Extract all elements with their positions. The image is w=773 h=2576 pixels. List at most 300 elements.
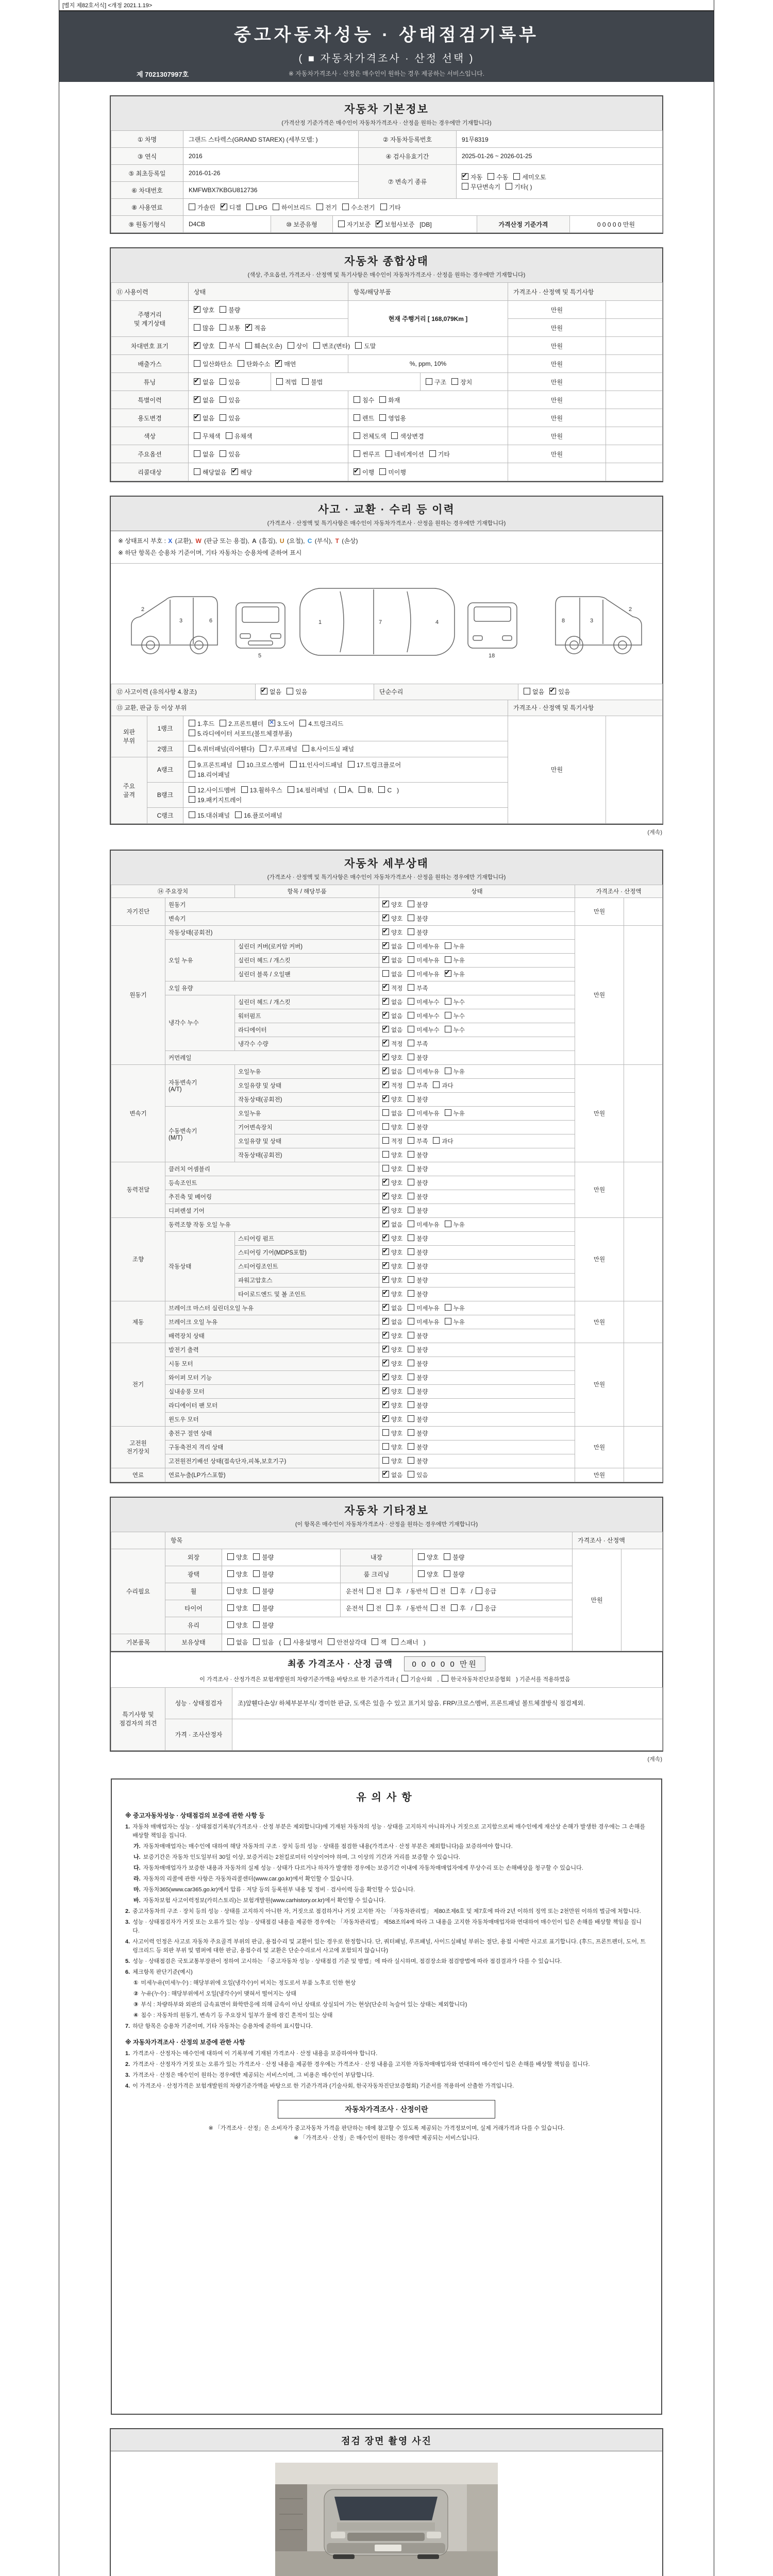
checkbox[interactable] [189,204,195,210]
checkbox[interactable] [382,998,389,1005]
option-text: 운전석 [346,1605,364,1613]
checkbox[interactable] [380,204,387,210]
subitem-label: 실린더 헤드 / 개스킷 [235,995,379,1009]
checkbox[interactable] [253,1570,260,1577]
svg-text:3: 3 [590,617,594,624]
checkbox[interactable] [382,1040,389,1046]
checkbox[interactable] [408,1401,414,1408]
option [408,1429,428,1437]
status-options [379,1315,575,1329]
item-label: 클러치 어셈블리 [165,1162,379,1176]
option [246,204,267,211]
checkbox[interactable] [194,324,200,331]
checkbox[interactable] [408,1457,414,1464]
checkbox[interactable] [382,1193,389,1199]
checkbox[interactable] [376,221,382,227]
checkbox[interactable] [253,1587,260,1594]
option [382,1123,402,1131]
checkbox[interactable] [382,928,389,935]
notice-title: 유의사항 [356,1791,417,1803]
checkbox[interactable] [189,730,195,736]
cell [183,782,508,807]
checkbox[interactable] [408,1318,414,1325]
note-cell [624,1343,663,1426]
checkbox[interactable] [524,688,530,694]
option-label: 12.사이드멤버 [197,786,236,794]
checkbox[interactable] [445,1067,451,1074]
option [408,901,428,909]
checkbox[interactable] [227,1638,234,1645]
checkbox[interactable] [408,1415,414,1422]
checkbox[interactable] [220,306,226,313]
option [408,1346,428,1354]
checkbox[interactable] [382,1054,389,1060]
checkbox[interactable] [408,1374,414,1380]
cell [189,409,348,427]
checkbox[interactable] [354,468,360,475]
checkbox[interactable] [401,1675,408,1682]
checkbox[interactable] [408,1346,414,1352]
checkbox[interactable] [253,1638,260,1645]
checkbox[interactable] [408,1193,414,1199]
checkbox[interactable] [382,1026,389,1032]
checkbox[interactable] [220,720,226,726]
checkbox[interactable] [408,1304,414,1311]
checkbox[interactable] [408,1443,414,1450]
checkbox[interactable] [284,1638,291,1645]
checkbox[interactable] [382,956,389,963]
checkbox[interactable] [408,1081,414,1088]
checkbox[interactable] [408,1012,414,1019]
basic-info-table [111,130,662,233]
checkbox[interactable] [372,1638,378,1645]
checkbox[interactable] [408,984,414,991]
checkbox[interactable] [238,761,244,768]
checkbox[interactable] [385,450,392,457]
checkbox[interactable] [194,378,200,385]
checkbox[interactable] [408,1290,414,1297]
checkbox[interactable] [348,761,355,768]
checkbox[interactable] [313,342,320,349]
checkbox[interactable] [444,1553,450,1560]
option-label: 불량 [416,1458,428,1465]
option [354,468,374,477]
notice-item [125,2082,648,2091]
checkbox[interactable] [451,378,458,385]
checkbox[interactable] [445,956,451,963]
checkbox[interactable] [367,1604,374,1611]
checkbox[interactable] [189,786,195,793]
checkbox[interactable] [476,1604,482,1611]
checkbox[interactable] [189,745,195,752]
checkbox[interactable] [276,378,283,385]
cell [189,373,271,391]
checkbox[interactable] [275,360,282,367]
checkbox[interactable] [462,173,468,180]
checkbox[interactable] [382,1165,389,1172]
checkbox[interactable] [382,1471,389,1478]
checkbox[interactable] [227,1553,234,1560]
checkbox[interactable] [268,720,275,726]
checkbox[interactable] [392,1638,398,1645]
checkbox[interactable] [382,1276,389,1283]
checkbox[interactable] [246,204,253,210]
checkbox[interactable] [382,1457,389,1464]
option-label: 일산화탄소 [203,360,232,368]
price-cell: 만원 [575,1426,624,1468]
checkbox[interactable] [408,1179,414,1185]
option-text: / [470,1588,473,1596]
checkbox[interactable] [431,1604,438,1611]
checkbox[interactable] [189,811,195,818]
checkbox[interactable] [382,1304,389,1311]
checkbox[interactable] [354,432,360,439]
checkbox[interactable] [382,1290,389,1297]
checkbox[interactable] [433,1137,440,1144]
checkbox[interactable] [382,1429,389,1436]
checkbox[interactable] [382,1137,389,1144]
option-label: 양호 [236,1571,248,1579]
option [408,1304,439,1312]
checkbox[interactable] [288,786,294,793]
checkbox[interactable] [391,432,398,439]
state-code: U [279,537,284,545]
cell: ⑪ 사용이력 [111,283,189,301]
checkbox[interactable] [354,414,360,421]
checkbox[interactable] [445,1304,451,1311]
checkbox[interactable] [220,450,226,457]
cell: D4CB [183,216,271,233]
option [476,1587,496,1596]
checkbox[interactable] [549,688,556,694]
checkbox[interactable] [408,1054,414,1060]
option-label: 불량 [416,1166,428,1173]
checkbox[interactable] [408,998,414,1005]
notice-item-marker: 7. [125,2023,130,2030]
checkbox[interactable] [408,1109,414,1116]
checkbox[interactable] [445,970,451,977]
checkbox[interactable] [408,1151,414,1158]
checkbox[interactable] [316,204,323,210]
checkbox[interactable] [382,1012,389,1019]
option-label: 불량 [416,1235,428,1242]
checkbox[interactable] [189,771,195,777]
option [313,342,350,350]
checkbox[interactable] [408,1387,414,1394]
item-label: 윈도우 모터 [165,1412,379,1426]
checkbox[interactable] [408,1248,414,1255]
checkbox[interactable] [189,761,195,768]
checkbox[interactable] [408,901,414,907]
option [386,1587,401,1596]
checkbox[interactable] [194,396,200,403]
checkbox[interactable] [354,450,360,457]
option [287,687,307,696]
checkbox[interactable] [506,183,512,190]
option-label: 후 [395,1605,401,1613]
checkbox[interactable] [231,468,238,475]
checkbox[interactable] [382,984,389,991]
checkbox[interactable] [386,1587,393,1594]
checkbox[interactable] [408,1067,414,1074]
checkbox[interactable] [379,396,386,403]
panel-rank-table [111,700,662,824]
checkbox[interactable] [227,1604,234,1611]
checkbox[interactable] [408,1360,414,1366]
checkbox[interactable] [408,1165,414,1172]
checkbox[interactable] [451,1587,458,1594]
checkbox[interactable] [189,720,195,726]
checkbox[interactable] [488,173,494,180]
checkbox[interactable] [342,204,349,210]
checkbox[interactable] [245,324,252,331]
checkbox[interactable] [408,1137,414,1144]
checkbox[interactable] [303,745,309,752]
checkbox[interactable] [445,1318,451,1325]
checkbox[interactable] [302,378,309,385]
checkbox[interactable] [445,942,451,949]
status-options [379,981,575,995]
option-label: 렌트 [362,414,375,422]
option-label: 양호 [391,929,403,936]
option [253,1604,274,1613]
option [408,1401,428,1410]
checkbox[interactable] [339,786,346,793]
checkbox[interactable] [287,688,293,694]
checkbox[interactable] [382,942,389,949]
notice-item [125,2022,648,2031]
checkbox[interactable] [382,1207,389,1213]
checkbox[interactable] [235,811,242,818]
subitem-label: 스티어링 기어(MDPS포함) [235,1245,379,1259]
cell: 가격산정 기준가격 [477,216,570,233]
checkbox[interactable] [382,1401,389,1408]
checkbox[interactable] [408,1262,414,1269]
checkbox[interactable] [408,1234,414,1241]
option [382,1137,402,1145]
option [408,1332,428,1340]
checkbox[interactable] [408,1040,414,1046]
checkbox[interactable] [220,324,226,331]
state-code: (흠집), [257,537,279,545]
checkbox[interactable] [408,942,414,949]
option-label: 기술사회 [410,1676,432,1683]
checkbox[interactable] [227,1587,234,1594]
checkbox[interactable] [227,1621,234,1628]
status-options [379,995,575,1009]
option-label: 적음 [254,324,266,332]
checkbox[interactable] [408,1095,414,1102]
checkbox[interactable] [418,1570,425,1577]
checkbox[interactable] [382,1248,389,1255]
checkbox[interactable] [433,1081,440,1088]
checkbox[interactable] [382,1221,389,1227]
status-options [379,1217,575,1231]
checkbox[interactable] [382,970,389,977]
option-label: 미세누유 [416,957,440,964]
checkbox[interactable] [382,914,389,921]
checkbox[interactable] [382,1346,389,1352]
option [354,450,380,459]
checkbox[interactable] [382,1387,389,1394]
checkbox[interactable] [378,786,385,793]
checkbox[interactable] [241,786,248,793]
checkbox[interactable] [445,1221,451,1227]
checkbox[interactable] [408,1332,414,1338]
photo-area [111,2451,662,2576]
checkbox[interactable] [408,1429,414,1436]
cell: 배출가스 [111,355,189,373]
checkbox[interactable] [408,1207,414,1213]
checkbox[interactable] [194,468,200,475]
checkbox[interactable] [194,414,200,421]
checkbox[interactable] [290,761,297,768]
checkbox[interactable] [451,1604,458,1611]
option [476,1604,496,1613]
checkbox[interactable] [445,998,451,1005]
checkbox[interactable] [299,720,306,726]
option [194,450,214,459]
option-label: 영업용 [388,414,406,422]
checkbox[interactable] [253,1621,260,1628]
price-cell: 만원 [575,1343,624,1426]
option-label: 누유 [453,1110,465,1117]
state-code: (요철), [285,537,307,545]
option [260,744,297,753]
checkbox[interactable] [288,342,294,349]
checkbox[interactable] [260,745,266,752]
option [408,1443,428,1451]
cell [606,463,663,481]
checkbox[interactable] [382,1123,389,1130]
checkbox[interactable] [386,1604,393,1611]
checkbox[interactable] [194,306,200,313]
option [339,786,354,794]
checkbox[interactable] [382,1067,389,1074]
checkbox[interactable] [426,378,432,385]
checkbox[interactable] [442,1675,448,1682]
checkbox[interactable] [227,1570,234,1577]
checkbox[interactable] [359,786,365,793]
checkbox[interactable] [328,1638,334,1645]
state-code-line [118,535,655,547]
checkbox[interactable] [408,956,414,963]
option [408,1067,439,1076]
checkbox[interactable] [431,1587,438,1594]
option-text: ( [333,786,336,794]
option-label: 미세누수 [416,1027,440,1033]
checkbox[interactable] [382,1095,389,1102]
checkbox[interactable] [382,1360,389,1366]
checkbox[interactable] [382,1109,389,1116]
checkbox[interactable] [382,1374,389,1380]
item-label: 시동 모터 [165,1357,379,1370]
checkbox[interactable] [444,1570,450,1577]
checkbox[interactable] [462,183,468,190]
checkbox[interactable] [382,1332,389,1338]
checkbox[interactable] [220,378,226,385]
checkbox[interactable] [429,450,436,457]
checkbox[interactable] [382,1081,389,1088]
checkbox[interactable] [408,928,414,935]
option [408,1081,428,1090]
option [418,1553,439,1562]
checkbox[interactable] [194,360,200,367]
checkbox[interactable] [379,468,386,475]
checkbox[interactable] [408,970,414,977]
checkbox[interactable] [382,1262,389,1269]
state-code: C [307,537,312,545]
checkbox[interactable] [220,414,226,421]
option [408,1221,439,1229]
checkbox[interactable] [253,1553,260,1560]
checkbox[interactable] [408,1221,414,1227]
checkbox[interactable] [367,1587,374,1594]
option [189,203,215,212]
checkbox[interactable] [189,796,195,803]
checkbox[interactable] [273,204,279,210]
checkbox[interactable] [408,1471,414,1478]
checkbox[interactable] [354,396,360,403]
checkbox[interactable] [338,221,345,227]
checkbox[interactable] [194,450,200,457]
checkbox[interactable] [382,1415,389,1422]
checkbox[interactable] [382,1443,389,1450]
checkbox[interactable] [194,432,200,439]
checkbox[interactable] [221,204,227,210]
option [408,1276,428,1284]
option [408,1123,428,1131]
checkbox[interactable] [408,914,414,921]
checkbox[interactable] [513,173,520,180]
checkbox[interactable] [445,1012,451,1019]
option-label: 불량 [416,1430,428,1437]
checkbox[interactable] [382,1179,389,1185]
checkbox[interactable] [220,342,226,349]
option [382,1026,402,1034]
cell: 내장 [341,1549,413,1566]
checkbox[interactable] [245,342,252,349]
checkbox[interactable] [445,1109,451,1116]
cell: 주행거리 및 계기상태 [111,301,189,337]
checkbox[interactable] [408,1026,414,1032]
checkbox[interactable] [408,1276,414,1283]
checkbox[interactable] [382,901,389,907]
status-options [379,1301,575,1315]
option [226,432,253,440]
checkbox[interactable] [382,1318,389,1325]
checkbox[interactable] [220,396,226,403]
checkbox[interactable] [238,360,244,367]
checkbox[interactable] [379,414,386,421]
cell [222,1583,341,1600]
cell [183,757,508,782]
checkbox[interactable] [382,1234,389,1241]
option-label: 있음 [262,1639,274,1647]
checkbox[interactable] [382,1151,389,1158]
checkbox[interactable] [445,1026,451,1032]
checkbox[interactable] [418,1553,425,1560]
option-label: 무단변속기 [470,183,500,191]
checkbox[interactable] [194,342,200,349]
checkbox[interactable] [408,1123,414,1130]
checkbox[interactable] [261,688,267,694]
checkbox[interactable] [226,432,232,439]
checkbox[interactable] [253,1604,260,1611]
checkbox[interactable] [476,1587,482,1594]
checkbox[interactable] [355,342,362,349]
option [245,324,266,332]
